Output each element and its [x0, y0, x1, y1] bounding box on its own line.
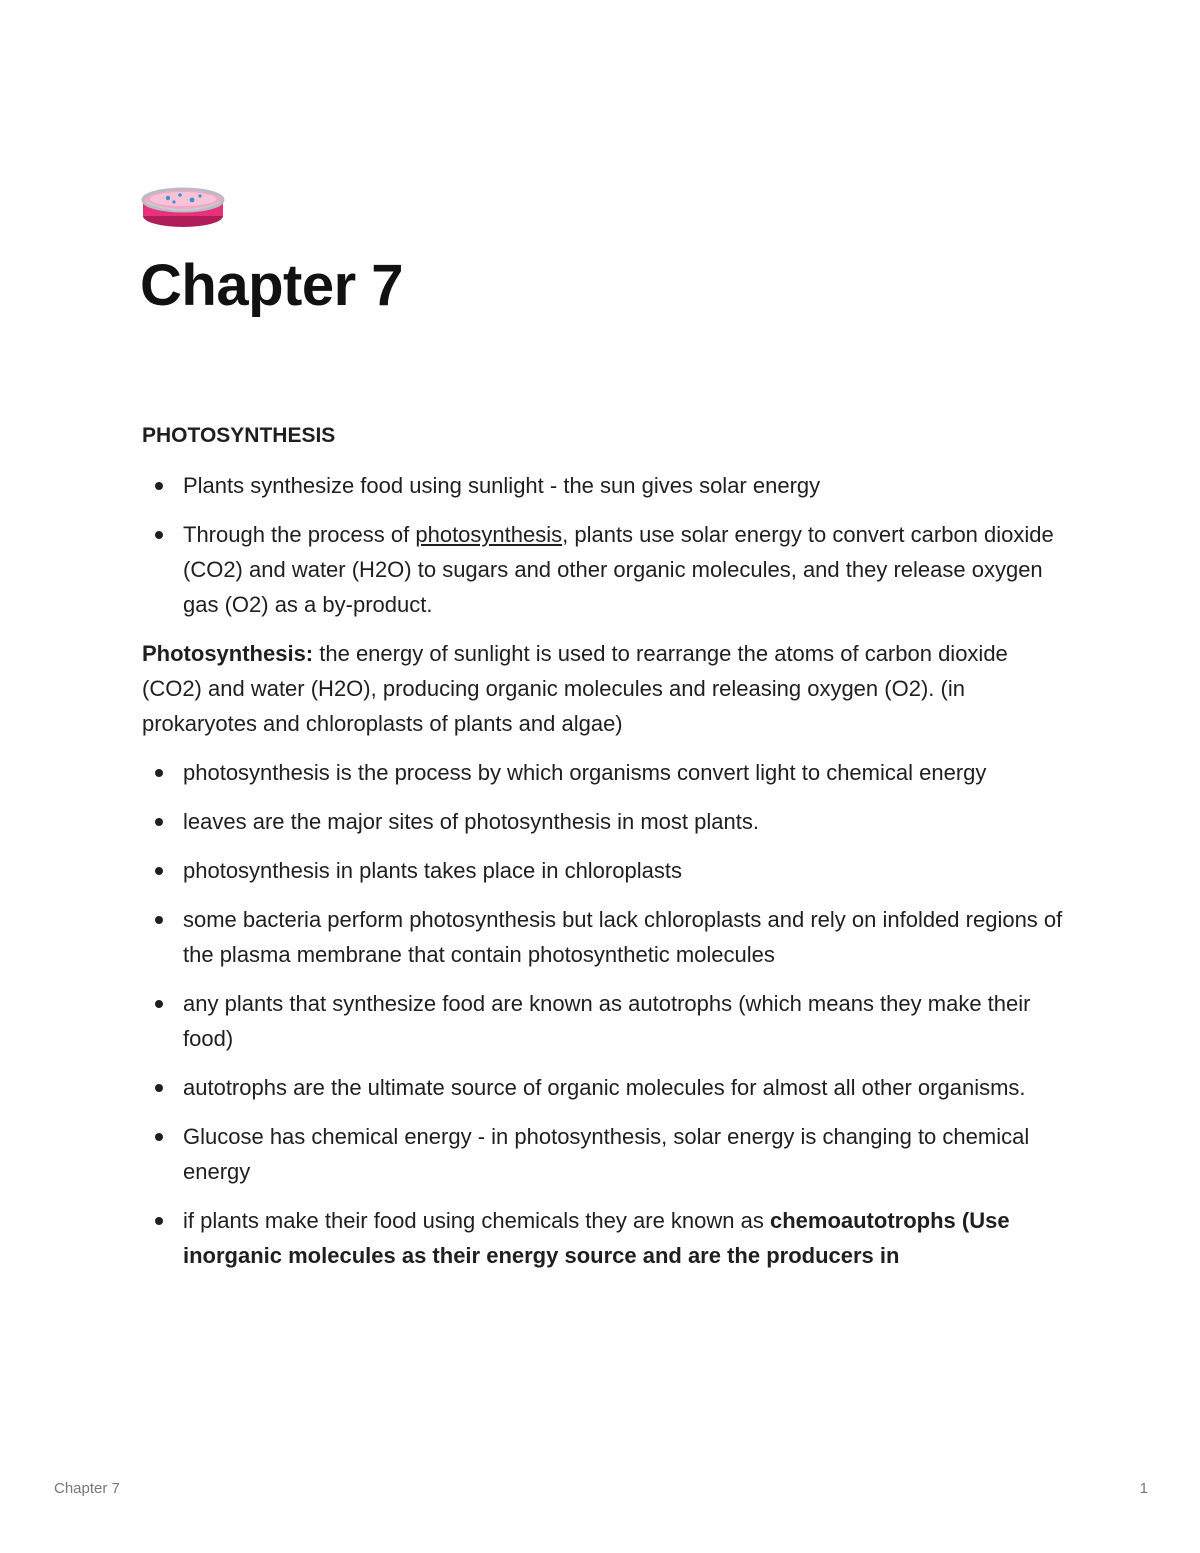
section-heading: PHOTOSYNTHESIS: [142, 424, 336, 447]
list-item: if plants make their food using chemicals they are known as chemoautotrophs (Use inorganic molecules as their energy source and are the producers in: [142, 1203, 1072, 1273]
list-item: Glucose has chemical energy - in photosynthesis, solar energy is changing to chemical energy: [142, 1119, 1072, 1189]
page-title: Chapter 7: [140, 253, 404, 318]
footer-chapter-label: Chapter 7: [54, 1480, 120, 1497]
intro-bullet-list: [142, 468, 1072, 622]
definition-term: Photosynthesis:: [142, 641, 314, 666]
list-item: Through the process of photosynthesis, plants use solar energy to convert carbon dioxide (CO2) and water (H2O) to sugars and other organic molecules, and they release oxygen gas (O2) as a by-product.: [142, 517, 1072, 622]
footer-page-number: 1: [1139, 1480, 1148, 1497]
list-item: autotrophs are the ultimate source of organic molecules for almost all other organisms.: [142, 1070, 1072, 1105]
list-item: Plants synthesize food using sunlight - the sun gives solar energy: [142, 468, 1072, 503]
list-item: some bacteria perform photosynthesis but lack chloroplasts and rely on infolded regions of the plasma membrane that contain photosynthetic molecules: [142, 902, 1072, 972]
petri-dish-icon: [140, 178, 226, 230]
document-body: [142, 418, 1072, 1287]
list-item: photosynthesis is the process by which organisms convert light to chemical energy: [142, 755, 1072, 790]
photosynthesis-link[interactable]: photosynthesis: [415, 522, 563, 547]
list-item: any plants that synthesize food are known as autotrophs (which means they make their food): [142, 986, 1072, 1056]
detail-bullet-list: [142, 755, 1072, 1273]
list-item: leaves are the major sites of photosynthesis in most plants.: [142, 804, 1072, 839]
list-item: photosynthesis in plants takes place in chloroplasts: [142, 853, 1072, 888]
definition-paragraph: Photosynthesis: the energy of sunlight is used to rearrange the atoms of carbon dioxide (CO2) and water (H2O), producing organic molecules and releasing oxygen (O2). (in prokaryotes and chloroplasts of plants and algae): [142, 641, 1008, 736]
